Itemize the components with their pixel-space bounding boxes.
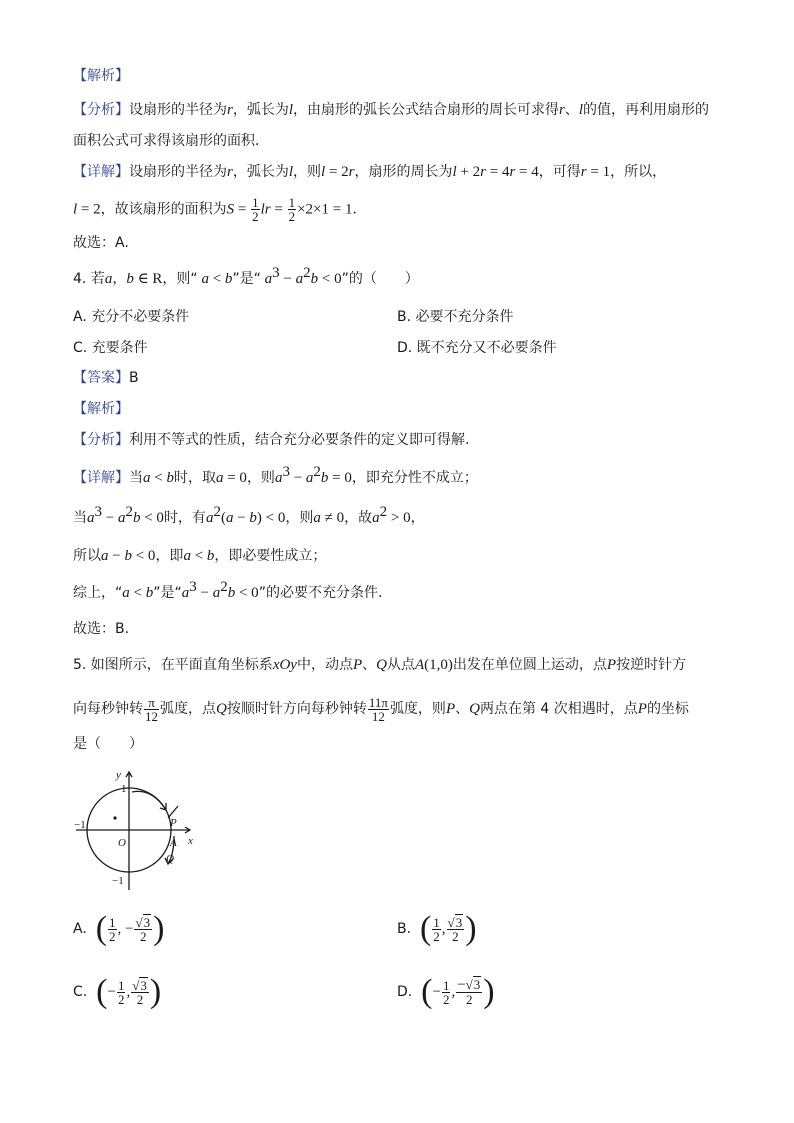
text-run: 按逆时针方 (616, 657, 687, 673)
text-run: ，则 (246, 470, 275, 486)
text-run: 弧度，点 (160, 701, 216, 717)
text-run: ，则 (293, 164, 322, 180)
q4-detail-line-4: 综上，“a < b”是“$a^3 - a^2b < 0$”的必要不充分条件. (73, 579, 383, 601)
origin-label: O (118, 837, 126, 849)
analysis-line-1: 【分析】设扇形的半径为r，弧长为l，由扇形的弧长公式结合扇形的周长可求得r、l的值，再利用扇形的 (73, 102, 710, 118)
q4-option-a[interactable]: A. 充分不必要条件 (73, 309, 190, 325)
text-run: 5. 如图所示，在平面直角坐标系 (73, 657, 273, 673)
text-run: 、 (362, 657, 377, 673)
option-letter: D. (397, 984, 413, 1000)
detail-tag: 【详解】 (73, 470, 129, 486)
text-run: ，故 (344, 510, 373, 526)
text-run: ，则“ (162, 271, 198, 287)
fraction-half: $\frac{1}{2}$ (252, 195, 259, 224)
q5-stem-line-1: 5. 如图所示，在平面直角坐标系xOy中，动点P、Q从点A(1,0)出发在单位圆上运动，点P按逆时针方 (73, 657, 687, 673)
text-run: ”是“ (153, 585, 182, 601)
fraction-pi-over-12: $\frac{\pi}{12}$ (145, 694, 158, 724)
answer-line-q4: 故选：B. (73, 621, 130, 637)
q4-option-d[interactable]: D. 既不充分又不必要条件 (397, 340, 557, 356)
text-run: 时，有 (163, 510, 206, 526)
q5-stem-line-2: 向每秒钟转 $\frac{\pi}{12}$ 弧度，点Q按顺时针方向每秒钟转 $\frac{11\pi}{12}$ 弧度，则P、Q两点在第 4 次相遇时，点P的坐标 (73, 694, 689, 724)
tick-minus1-y-label: −1 (112, 875, 124, 887)
text-run: 的坐标 (646, 701, 689, 717)
text-run: 的值，再利用扇形的 (583, 102, 710, 118)
answer-tag: 【答案】 (73, 370, 129, 386)
fraction-half: $\frac{1}{2}$ (288, 195, 296, 224)
text-run: ，弧长为 (232, 164, 289, 180)
text-run: ”的（ ） (341, 271, 419, 287)
text-run: ，则 (285, 510, 314, 526)
fraction-11pi-over-12: $\frac{11\pi}{12}$ (368, 694, 388, 724)
text-run: 出发在单位圆上运动，点 (452, 657, 607, 673)
detail-tag: 【详解】 (73, 164, 129, 180)
text-run: 弧度，则 (389, 701, 446, 717)
text-run: ，弧长为 (232, 102, 289, 118)
text-run: 利用不等式的性质，结合充分必要条件的定义即可得解. (129, 432, 470, 448)
text-run: ”是“ (232, 271, 261, 287)
q4-answer-line (73, 368, 139, 388)
text-run: ，即充分性不成立； (351, 470, 478, 486)
text-run: 向每秒钟转 (73, 701, 143, 717)
text-run: ，由扇形的弧长公式结合扇形的周长可求得 (293, 102, 560, 118)
ccw-arc-arrow (132, 791, 166, 810)
y-label: y (116, 769, 121, 781)
section-jiexi-heading: 【解析】 (73, 68, 129, 84)
answer-value: B (129, 370, 139, 386)
dot-mark (113, 816, 116, 819)
text-run: 当 (129, 470, 143, 486)
text-run: 两点在第 4 次相遇时，点 (479, 701, 638, 717)
q5-option-a[interactable]: A. ( $\frac{1}{2}$ , − $\frac{√3}{2}$ ) (73, 910, 165, 947)
q5-option-c[interactable]: C. ( − $\frac{1}{2}$ , $\frac{√3}{2}$ ) (73, 973, 162, 1010)
text-run: 按顺时针方向每秒钟转 (226, 701, 367, 717)
detail-line-1: 【详解】设扇形的半径为r，弧长为l，则l = 2r，扇形的周长为l + 2r = 4r = 4，可得r = 1，所以， (73, 164, 667, 180)
option-letter: A. (73, 921, 87, 937)
q4-option-c[interactable]: C. 充要条件 (73, 340, 148, 356)
text-run: ，即 (155, 548, 184, 564)
q4-stem: 4. 若a，b ∈ R，则“ a < b”是“ $a^3 - a^2b < 0$”的（ ） (73, 265, 419, 287)
analysis-tag: 【分析】 (73, 102, 129, 118)
text-run: 时，取 (173, 470, 216, 486)
tick-minus1-x-label: −1 (74, 819, 86, 831)
x-label: x (188, 835, 193, 847)
q4-detail-line-3: 所以a − b < 0，即a < b，即必要性成立； (73, 548, 327, 564)
text-run: ”的必要不充分条件. (258, 585, 383, 601)
q4-jiexi-heading: 【解析】 (73, 401, 129, 417)
q5-option-b[interactable]: B. ( $\frac{1}{2}$ , $\frac{√3}{2}$ ) (397, 910, 477, 947)
unit-circle-figure (70, 766, 200, 894)
text-run: ，扇形的周长为 (354, 164, 453, 180)
point-a-label: A (170, 837, 177, 849)
q5-option-d[interactable]: D. ( − $\frac{1}{2}$ , $\frac{-√3}{2}$ ) (397, 973, 495, 1010)
q4-option-b[interactable]: B. 必要不充分条件 (397, 309, 514, 325)
text-run: 、 (455, 701, 470, 717)
point-p-label: P (170, 817, 177, 829)
text-run: 设扇形的半径为 (129, 164, 227, 180)
text-run: 综上，“ (73, 585, 123, 601)
analysis-line-2: 面积公式可求得该扇形的面积． (73, 133, 269, 149)
tick-1-label: 1 (121, 783, 127, 795)
detail-line-2: l = 2，故该扇形的面积为S = $\frac{1}{2}$ lr = $\frac{1}{2}$ ×2×1 = 1． (73, 195, 367, 224)
q5-stem-line-3: 是（ ） (73, 736, 143, 752)
text-run: ，即必要性成立； (214, 548, 327, 564)
q4-detail-line-2: 当$a^3 - a^2b < 0$时，有$a^2(a - b) < 0$，则a ≠ 0，故$a^2 > 0$， (73, 504, 425, 526)
text-run: ，所以， (610, 164, 667, 180)
text-run: ，故该扇形的面积为 (100, 201, 227, 218)
q4-analysis (73, 430, 469, 450)
text-run: ， (410, 510, 425, 526)
option-letter: B. (397, 921, 412, 937)
text-run: 当 (73, 510, 87, 526)
text-run: 设扇形的半径为 (129, 102, 227, 118)
text-run: ，可得 (538, 164, 581, 180)
text-run: 从点 (386, 657, 415, 673)
text-run: 4. 若 (73, 271, 105, 287)
analysis-tag: 【分析】 (73, 432, 129, 448)
text-run: 中，动点 (296, 657, 353, 673)
text-run: 所以 (73, 548, 101, 564)
option-letter: C. (73, 984, 88, 1000)
q4-detail-line-1: 【详解】当a < b时，取a = 0，则$a^3 - a^2b = 0$，即充分性不成立； (73, 464, 478, 486)
answer-line-q3: 故选：A. (73, 235, 129, 251)
point-q-label: Q (166, 853, 174, 865)
